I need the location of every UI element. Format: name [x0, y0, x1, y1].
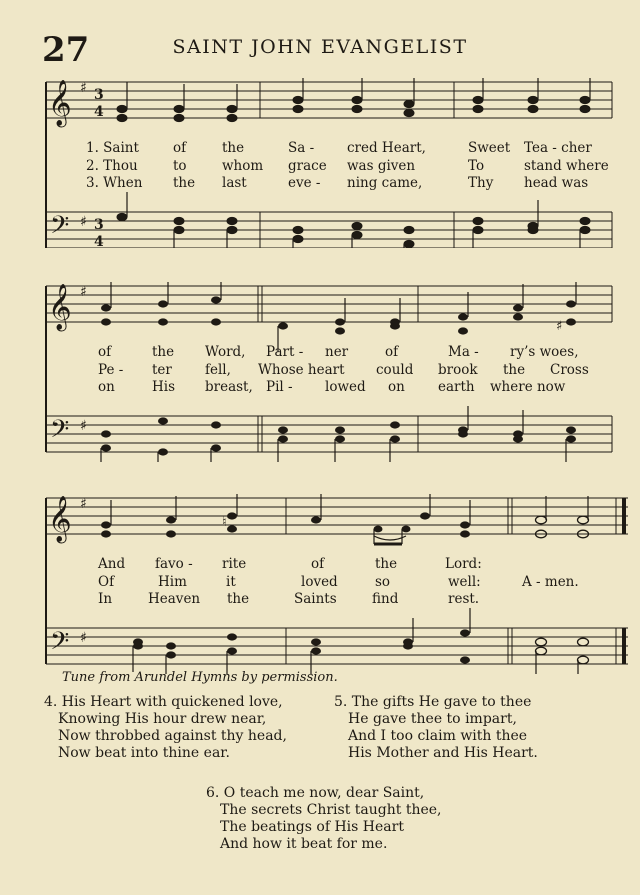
lyric-line: And favo - rite of the Lord:	[98, 556, 482, 572]
lyrics-system-3	[0, 556, 640, 609]
lyric-line: 2. Thou to whom grace was given To stand where	[86, 157, 609, 174]
key-sharp-icon: ♯	[80, 418, 87, 434]
lyric-line: of the Word, Part - ner of Ma - ry’s woes,	[98, 344, 579, 360]
verse-line: 6. O teach me now, dear Saint,	[206, 785, 425, 801]
key-sharp-icon: ♯	[80, 214, 87, 230]
natural-icon: ♮	[222, 515, 227, 530]
key-sharp-icon: ♯	[80, 496, 87, 512]
verse-line: Now beat into thine ear.	[58, 745, 230, 761]
verse-5	[334, 694, 538, 762]
verse-line: The secrets Christ taught thee,	[220, 802, 442, 818]
key-sharp-icon: ♯	[80, 80, 87, 96]
lyric-line: 3. When the last eve - ning came, Thy head was	[86, 175, 589, 191]
verse-4	[44, 694, 287, 762]
verse-line: Knowing His hour drew near,	[58, 711, 267, 727]
bass-clef-icon: 𝄢	[50, 211, 70, 246]
hymn-title: SAINT JOHN EVANGELIST	[172, 36, 468, 58]
verse-line: And how it beat for me.	[220, 836, 388, 852]
time-sig-top: 3	[94, 87, 104, 103]
verse-6	[206, 785, 442, 853]
lyric-line: Of Him it loved so well: A - men.	[98, 573, 579, 590]
lyric-line: Pe - ter fell, Whose heart could brook the Cross	[98, 361, 589, 378]
verse-line: 4. His Heart with quickened love,	[44, 694, 283, 710]
time-sig-bottom: 4	[94, 234, 104, 248]
lyrics-system-2	[0, 344, 640, 397]
page-number: 27	[42, 30, 90, 70]
treble-clef-icon: 𝄞	[48, 80, 72, 126]
time-sig-bottom: 4	[94, 104, 104, 120]
treble-clef-icon: 𝄞	[48, 284, 72, 330]
verse-line: His Mother and His Heart.	[348, 745, 538, 761]
verse-line: The beatings of His Heart	[220, 819, 404, 835]
lyric-line: 1. Saint of the Sa - cred Heart, Sweet Tea - cher	[86, 140, 592, 156]
verse-line: And I too claim with thee	[348, 728, 528, 744]
bass-clef-icon: 𝄢	[50, 627, 70, 662]
lyric-line: on His breast, Pil - lowed on earth where now	[98, 379, 566, 395]
slur-icon	[374, 536, 406, 540]
bass-clef-icon: 𝄢	[50, 415, 70, 450]
key-sharp-icon: ♯	[80, 284, 87, 300]
sharp-icon: ♯	[556, 319, 563, 334]
time-sig-top: 3	[94, 217, 104, 233]
lyrics-system-1	[0, 140, 640, 193]
lyric-line: In Heaven the Saints find rest.	[98, 591, 480, 607]
tune-credit: Tune from Arundel Hymns by permission.	[62, 670, 338, 685]
verse-line: Now throbbed against thy head,	[58, 728, 287, 744]
treble-clef-icon: 𝄞	[48, 496, 72, 542]
key-sharp-icon: ♯	[80, 630, 87, 646]
verse-line: 5. The gifts He gave to thee	[334, 694, 532, 710]
verse-line: He gave thee to impart,	[348, 711, 517, 727]
